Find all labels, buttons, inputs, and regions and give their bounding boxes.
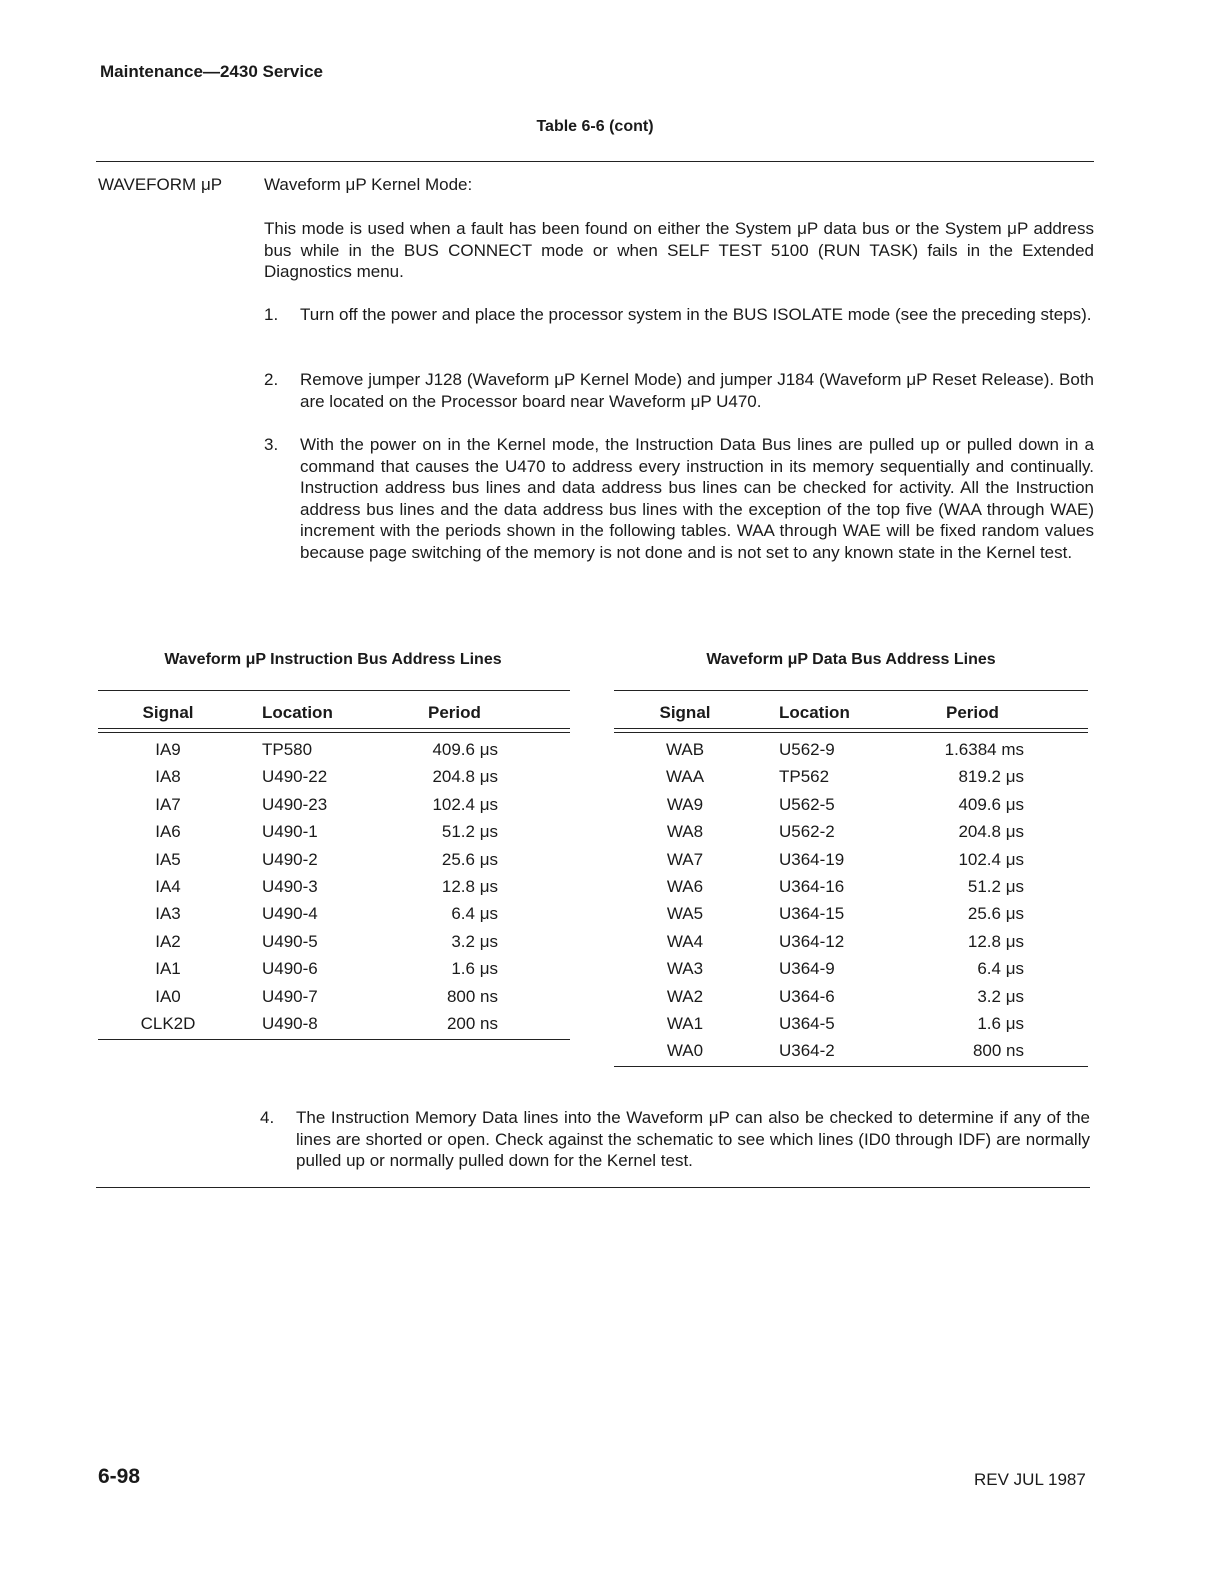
signal-cell: IA7 bbox=[155, 794, 181, 814]
step-2 bbox=[264, 369, 1094, 412]
step-text: With the power on in the Kernel mode, the Instruction Data Bus lines are pulled up or pulled down in a command that causes the U470 to address every instruction in its memory sequentially and continually. Instruction address bus lines and data address bus lines can be checked for activity. All the Instruction address bus lines and the data address bus lines with the exception of the top five (WAA through WAE) increment with the periods shown in the following tables. WAA through WAE will be fixed random values because page switching of the memory is not done and is not set to any known state in the Kernel test. bbox=[300, 435, 1094, 562]
location-cell: U490-6 bbox=[262, 959, 318, 979]
right-header-rule-2 bbox=[614, 732, 1088, 733]
signal-cell: WA4 bbox=[666, 931, 704, 951]
location-cell: TP580 bbox=[262, 740, 313, 759]
location-cell: U364-5 bbox=[779, 1014, 835, 1033]
signal-cell: IA4 bbox=[155, 877, 181, 896]
period-cell: 6.4 μs bbox=[977, 959, 1024, 979]
right-col-signal: Signal bbox=[659, 703, 711, 722]
signal-cell: IA3 bbox=[155, 904, 181, 924]
signal-cell: IA1 bbox=[155, 959, 181, 979]
period-cell: 102.4 μs bbox=[958, 849, 1024, 869]
signal-cell: WA2 bbox=[666, 986, 704, 1006]
location-cell: U490-8 bbox=[262, 1014, 318, 1033]
step-4 bbox=[260, 1107, 1090, 1172]
location-cell: U490-1 bbox=[262, 822, 318, 842]
period-cell: 200 ns bbox=[446, 1014, 498, 1033]
step-text: Turn off the power and place the processor system in the BUS ISOLATE mode (see the preceding steps). bbox=[300, 305, 1092, 324]
left-col-period: Period bbox=[428, 703, 481, 722]
location-cell: U364-16 bbox=[779, 877, 845, 896]
period-cell: 1.6384 ms bbox=[944, 740, 1024, 759]
location-cell: U364-9 bbox=[779, 959, 835, 979]
revision-date: REV JUL 1987 bbox=[974, 1470, 1086, 1489]
period-cell: 3.2 μs bbox=[977, 986, 1024, 1006]
signal-cell: IA5 bbox=[155, 849, 181, 869]
signal-cell: WA8 bbox=[666, 822, 704, 842]
period-cell: 409.6 μs bbox=[958, 794, 1024, 814]
location-cell: U562-5 bbox=[779, 794, 835, 814]
right-col-period: Period bbox=[946, 703, 999, 722]
location-cell: U364-2 bbox=[779, 1041, 835, 1061]
step-text: The Instruction Memory Data lines into the Waveform μP can also be checked to determine if any of the lines are shorted or open. Check against the schematic to see which lines (ID0 through IDF) are normally pulled up or normally pulled down for the Kernel test. bbox=[296, 1108, 1090, 1171]
period-cell: 800 ns bbox=[446, 986, 498, 1006]
right-table-title: Waveform μP Data Bus Address Lines bbox=[706, 651, 996, 668]
step-1 bbox=[264, 304, 1094, 326]
period-cell: 3.2 μs bbox=[451, 931, 498, 951]
location-cell: U364-12 bbox=[779, 931, 845, 951]
step-number: 3. bbox=[264, 435, 279, 454]
period-cell: 819.2 μs bbox=[958, 767, 1024, 787]
left-header-rule-2 bbox=[98, 732, 570, 733]
right-table-bottom-rule bbox=[614, 1066, 1088, 1067]
intro-paragraph: This mode is used when a fault has been found on either the System μP data bus or the System μP address bus while in the BUS CONNECT mode or when SELF TEST 5100 (RUN TASK) fails in the Extended Diagnostics menu. bbox=[264, 219, 1094, 282]
period-cell: 1.6 μs bbox=[977, 1014, 1024, 1033]
period-cell: 25.6 μs bbox=[967, 904, 1024, 924]
signal-cell: IA8 bbox=[155, 767, 181, 787]
signal-cell: WA1 bbox=[666, 1014, 704, 1033]
period-cell: 204.8 μs bbox=[432, 767, 498, 787]
location-cell: U562-9 bbox=[779, 740, 835, 759]
signal-cell: WAB bbox=[665, 740, 705, 759]
location-cell: U364-15 bbox=[779, 904, 845, 924]
right-table-top-rule bbox=[614, 690, 1088, 691]
location-cell: U364-19 bbox=[779, 849, 845, 869]
location-cell: U490-4 bbox=[262, 904, 318, 924]
signal-cell: WAA bbox=[665, 767, 705, 787]
location-cell: U490-23 bbox=[262, 794, 328, 814]
signal-cell: CLK2D bbox=[140, 1014, 196, 1033]
page-number: 6-98 bbox=[98, 1465, 141, 1488]
step-number: 2. bbox=[264, 370, 279, 389]
left-table-title: Waveform μP Instruction Bus Address Lines bbox=[164, 651, 502, 668]
signal-cell: WA7 bbox=[666, 849, 704, 869]
period-cell: 204.8 μs bbox=[958, 822, 1024, 842]
location-cell: U490-5 bbox=[262, 931, 318, 951]
bottom-rule bbox=[96, 1187, 1090, 1188]
period-cell: 12.8 μs bbox=[441, 877, 498, 896]
entry-label: WAVEFORM μP bbox=[98, 175, 223, 194]
location-cell: U364-6 bbox=[779, 986, 835, 1006]
period-cell: 800 ns bbox=[972, 1041, 1024, 1061]
table-title: Table 6-6 (cont) bbox=[536, 118, 654, 135]
location-cell: U490-2 bbox=[262, 849, 318, 869]
step-number: 1. bbox=[264, 305, 279, 324]
signal-cell: WA0 bbox=[666, 1041, 704, 1061]
period-cell: 25.6 μs bbox=[441, 849, 498, 869]
signal-cell: WA6 bbox=[666, 877, 704, 896]
period-cell: 1.6 μs bbox=[451, 959, 498, 979]
signal-cell: WA3 bbox=[666, 959, 704, 979]
location-cell: TP562 bbox=[779, 767, 830, 787]
right-header-rule-1 bbox=[614, 728, 1088, 729]
step-3 bbox=[264, 434, 1094, 564]
signal-cell: IA2 bbox=[155, 931, 181, 951]
left-table-bottom-rule bbox=[98, 1039, 570, 1040]
running-header: Maintenance—2430 Service bbox=[100, 62, 324, 81]
left-header-rule-1 bbox=[98, 728, 570, 729]
period-cell: 12.8 μs bbox=[967, 931, 1024, 951]
location-cell: U562-2 bbox=[779, 822, 835, 842]
period-cell: 6.4 μs bbox=[451, 904, 498, 924]
location-cell: U490-7 bbox=[262, 986, 318, 1006]
step-number: 4. bbox=[260, 1108, 275, 1127]
left-col-signal: Signal bbox=[142, 703, 194, 722]
period-cell: 102.4 μs bbox=[432, 794, 498, 814]
top-rule bbox=[96, 161, 1094, 162]
right-col-location: Location bbox=[779, 703, 850, 722]
period-cell: 409.6 μs bbox=[432, 740, 498, 759]
signal-cell: IA6 bbox=[155, 822, 181, 842]
signal-cell: IA9 bbox=[155, 740, 181, 759]
signal-cell: WA9 bbox=[666, 794, 704, 814]
location-cell: U490-3 bbox=[262, 877, 318, 896]
location-cell: U490-22 bbox=[262, 767, 328, 787]
period-cell: 51.2 μs bbox=[967, 877, 1024, 896]
signal-cell: WA5 bbox=[666, 904, 704, 924]
left-table-top-rule bbox=[98, 690, 570, 691]
period-cell: 51.2 μs bbox=[441, 822, 498, 842]
signal-cell: IA0 bbox=[155, 986, 181, 1006]
left-col-location: Location bbox=[262, 703, 333, 722]
step-text: Remove jumper J128 (Waveform μP Kernel Mode) and jumper J184 (Waveform μP Reset Release). Both are located on the Processor board near Waveform μP U470. bbox=[300, 370, 1094, 411]
mode-title: Waveform μP Kernel Mode: bbox=[264, 175, 473, 194]
